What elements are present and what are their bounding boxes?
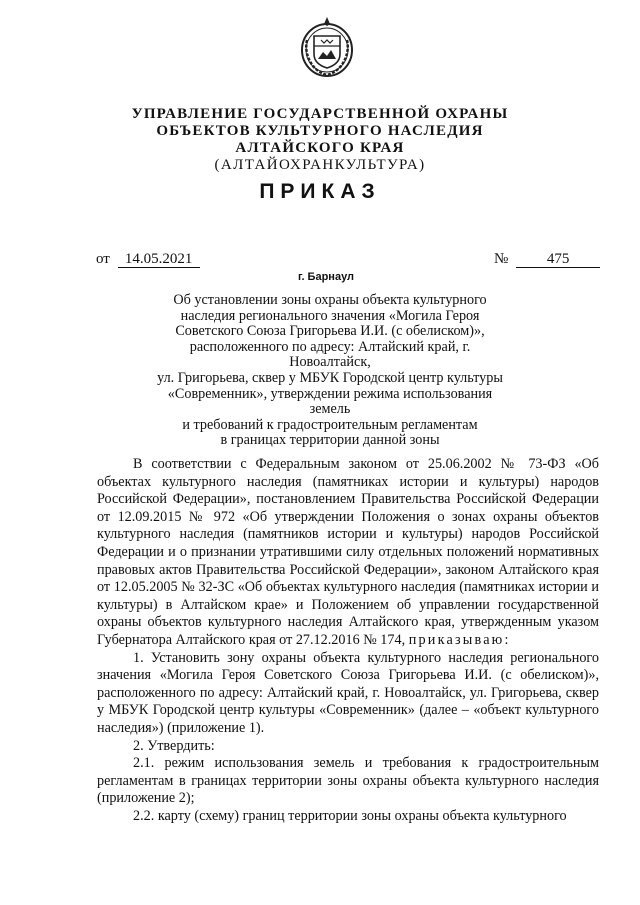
subject-line: расположенного по адресу: Алтайский край, г. Новоалтайск, [189,338,471,371]
document-number: 475 [516,251,600,268]
subject-line: ул. Григорьева, сквер у МБУК Городской центр культуры [157,369,503,386]
subject-line: наследия регионального значения «Могила Героя [180,307,480,324]
subject-line: Об установлении зоны охраны объекта культурного [173,292,487,308]
item-2-2-paragraph: 2.2. карту (схему) границ территории зоны охраны объекта культурного [133,807,567,824]
org-name-line-2: ОБЪЕКТОВ КУЛЬТУРНОГО НАСЛЕДИЯ [156,123,484,139]
number-block [494,251,600,268]
subject-line: «Современник», утверждении режима использования земель [167,385,493,418]
document-type-title: ПРИКАЗ [259,180,381,203]
preamble-paragraph [97,456,599,650]
org-name-line-1: УПРАВЛЕНИЕ ГОСУДАРСТВЕННОЙ ОХРАНЫ [131,106,509,122]
document-body [97,456,599,825]
subject-line: и требований к градостроительным регламентам [182,416,478,433]
subject-line: Советского Союза Григорьева И.И. (с обелиском)», [175,323,485,340]
org-short-name: (АЛТАЙОХРАНКУЛЬТУРА) [214,157,426,173]
coat-of-arms-icon [299,14,355,78]
order-word: приказываю: [408,631,511,648]
subject-line: в границах территории данной зоны [220,432,440,449]
city-label: г. Барнаул [297,271,355,283]
number-prefix: № [494,251,509,267]
preamble-text: В соответствии с Федеральным законом от 25.06.2002 № 73-ФЗ «Об объектах культурного наследия (памятниках истории и культуры) народов Российской Федерации», постановлением Правительства Российской Федерации от 12.09.2015 № 972 «Об утверждении Положения о зонах охраны объектов культурного наследия (памятников истории и культуры) народов Российской Федерации и о признании утратившими силу отдельных положений нормативных правовых актов Правительства Российской Федерации», законом Алтайского края от 12.05.2005 № 32-ЗС «Об объектах культурного наследия (памятниках истории и культуры) в Алтайском крае» и Положением об управлении государственной охраны объектов культурного наследия Алтайского края, утвержденным указом Губернатора Алтайского края от 27.12.2016 № 174, [97,456,599,648]
org-name-line-3: АЛТАЙСКОГО КРАЯ [235,140,405,156]
item-1-paragraph: 1. Установить зону охраны объекта культурного наследия регионального значения «Могила Героя Советского Союза Григорьева И.И. (с обелиском)», расположенного по адресу: Алтайский край, г. Новоалтайск, ул. Григорьева, сквер у МБУК Городской центр культуры «Современник» (далее – «объект культурного наследия») (приложение 1). [97,649,599,736]
subject-heading [150,293,510,449]
item-2-paragraph: 2. Утвердить: [133,737,215,754]
date-block [96,251,200,268]
document-date: 14.05.2021 [118,251,200,268]
date-prefix: от [96,251,110,267]
item-2-1-paragraph: 2.1. режим использования земель и требования к градостроительным регламентам в границах территории зоны охраны объекта культурного наследия (приложение 2); [97,755,599,807]
